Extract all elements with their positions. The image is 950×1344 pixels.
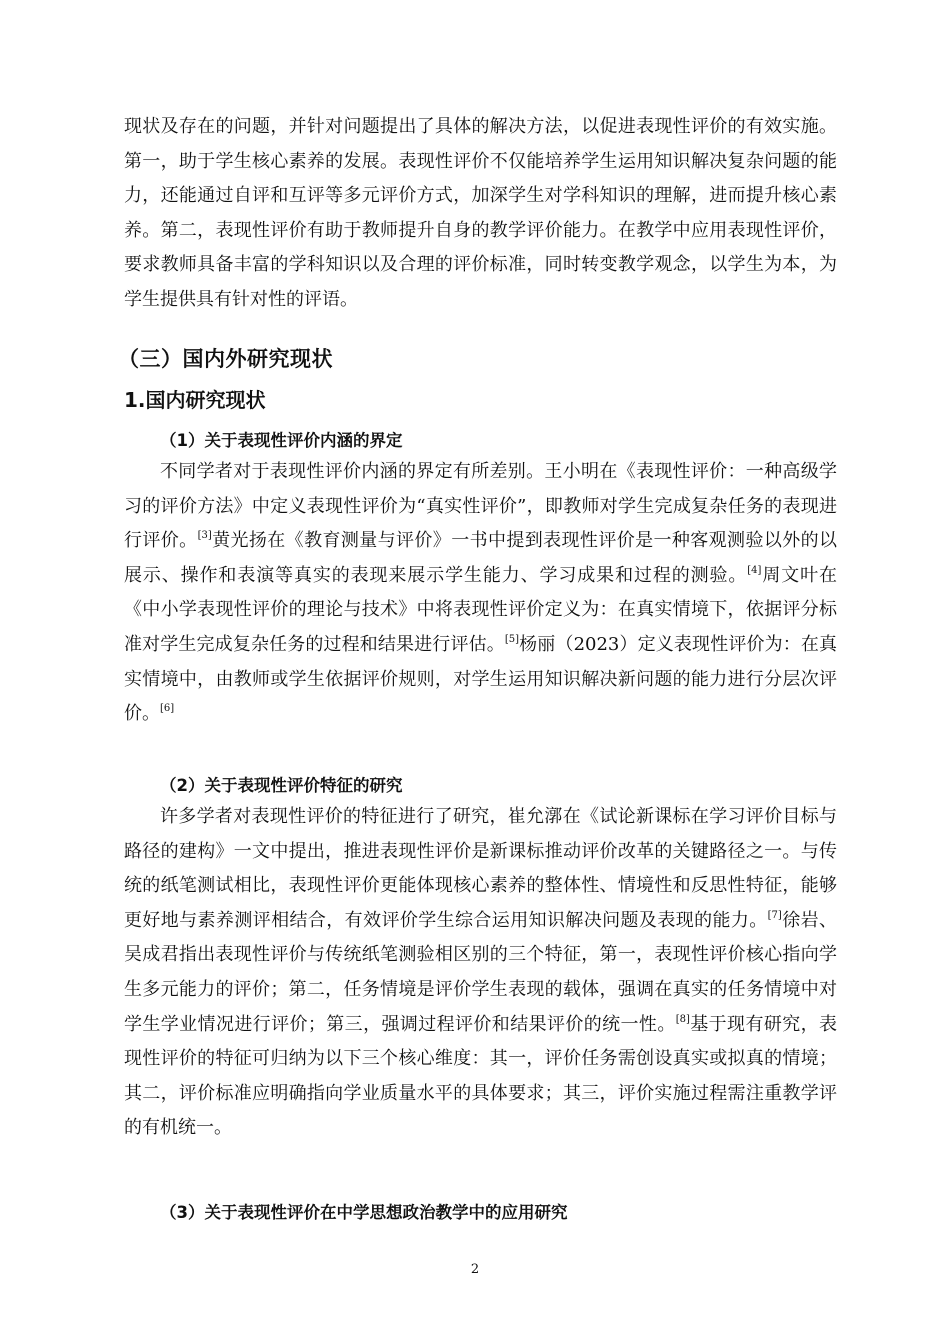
citation-3: [3]: [197, 530, 212, 542]
features-sentence-1: 许多学者对表现性评价的特征进行了研究，崔允漷在《试论新课标在学习评价目标与路径的建构》一文中提出，推进表现性评价是新课标推动评价改革的关键路径之一。与传统的纸笔测试相比，表现性评价更能体现核心素养的整体性、情境性和反思性特征，能够更好地与素养测评相结合，有效评价学生综合运用知识解决问题及表现的能力。: [124, 806, 837, 931]
citation-5: [5]: [504, 633, 520, 645]
features-paragraph: [124, 800, 837, 1146]
features-sentence-3: 基于现有研究，表现性评价的特征可归纳为以下三个核心维度：其一，评价任务需创设真实或拟真的情境；其二，评价标准应明确指向学业质量水平的具体要求；其三，评价实施过程需注重教学评的有机统一。: [124, 1013, 838, 1139]
item-heading-application: （3）关于表现性评价在中学思想政治教学中的应用研究: [160, 1203, 568, 1222]
citation-4: [4]: [747, 564, 762, 576]
definition-sentence-1: 不同学者对于表现性评价内涵的界定有所差别。王小明在《表现性评价：一种高级学习的评价方法》中定义表现性评价为“真实性评价”，即教师对学生完成复杂任务的表现进行评价。: [124, 461, 837, 552]
definition-paragraph: [124, 455, 837, 732]
citation-7: [7]: [767, 909, 782, 921]
definition-sentence-2: 黄光扬在《教育测量与评价》一书中提到表现性评价是一种客观测验以外的以展示、操作和表演等真实的表现来展示学生能力、学习成果和过程的测验。: [124, 530, 837, 586]
citation-8: [8]: [675, 1013, 690, 1025]
features-sentence-2: 徐岩、吴成君指出表现性评价与传统纸笔测验相区别的三个特征，第一，表现性评价核心指向学生多元能力的评价；第二，任务情境是评价学生表现的载体，强调在真实的任务情境中对学生学业情况进行评价；第三，强调过程评价和结果评价的统一性。: [124, 909, 837, 1035]
definition-sentence-3: 周文叶在《中小学表现性评价的理论与技术》中将表现性评价定义为：在真实情境下，依据评分标准对学生完成复杂任务的过程和结果进行评估。: [124, 564, 838, 655]
intro-paragraph: 现状及存在的问题，并针对问题提出了具体的解决方法，以促进表现性评价的有效实施。第一，助于学生核心素养的发展。表现性评价不仅能培养学生运用知识解决复杂问题的能力，还能通过自评和互评等多元评价方式，加深学生对学科知识的理解，进而提升核心素养。第二，表现性评价有助于教师提升自身的教学评价能力。在教学中应用表现性评价，要求教师具备丰富的学科知识以及合理的评价标准，同时转变教学观念，以学生为本，为学生提供具有针对性的评语。: [124, 116, 837, 310]
definition-sentence-4: 杨丽（2023）定义表现性评价为：在真实情境中，由教师或学生依据评价规则，对学生运用知识解决新问题的能力进行分层次评价。: [124, 633, 838, 725]
item-heading-definition: （1）关于表现性评价内涵的界定: [160, 431, 403, 450]
item-heading-features: （2）关于表现性评价特征的研究: [160, 776, 403, 795]
subheading-domestic-status: 1.国内研究现状: [124, 388, 266, 412]
citation-6: [6]: [160, 703, 175, 715]
section-heading-domestic-foreign-status: （三）国内外研究现状: [118, 347, 333, 371]
page-number: 2: [470, 1262, 480, 1277]
